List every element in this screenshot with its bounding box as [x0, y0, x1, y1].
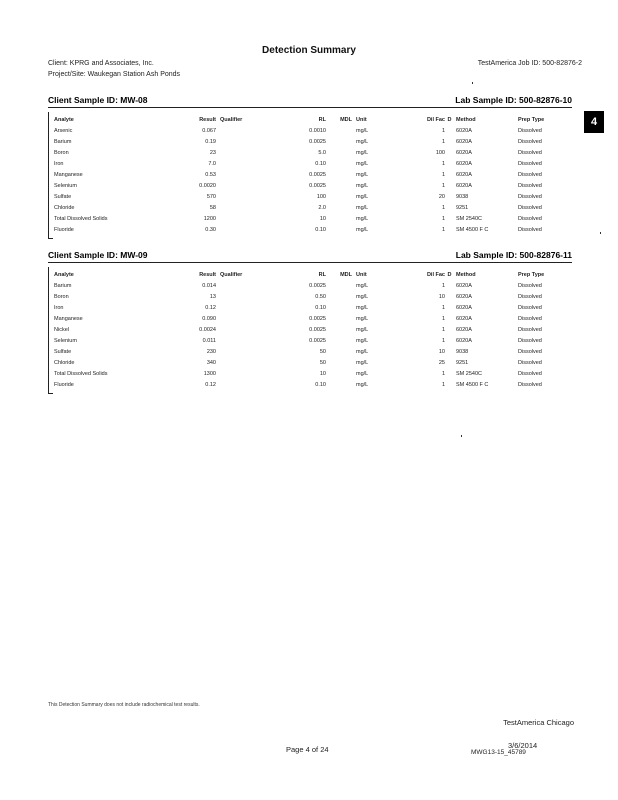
table-cell: mg/L [356, 193, 369, 200]
client-sample-id-2: Client Sample ID: MW-09 [48, 250, 148, 260]
table-cell [445, 346, 454, 357]
table-cell: 340 [206, 359, 216, 366]
column-header: Prep Type [518, 116, 545, 123]
client-name: Client: KPRG and Associates, Inc. [48, 60, 154, 67]
table-cell: 0.12 [205, 304, 216, 311]
column-header: Qualifier [220, 271, 243, 278]
table-cell: SM 2540C [456, 370, 482, 377]
column-header: Method [456, 116, 476, 123]
table-cell [445, 202, 454, 213]
table-cell: 50 [319, 348, 326, 355]
table-cell: 1 [441, 326, 445, 333]
table-cell [216, 202, 266, 213]
table-cell: Dissolved [518, 127, 542, 134]
column-header: Result [199, 271, 216, 278]
table-cell: Nickel [54, 326, 69, 333]
table-cell: Dissolved [518, 160, 542, 167]
table-cell: mg/L [356, 381, 369, 388]
table-cell: Dissolved [518, 182, 542, 189]
table-cell: Dissolved [518, 171, 542, 178]
column-header: Qualifier [220, 116, 243, 123]
table-bracket-1 [48, 112, 53, 239]
table-cell: 0.10 [315, 304, 326, 311]
table-cell [216, 324, 266, 335]
column-header: RL [318, 271, 326, 278]
column-header: Unit [356, 271, 367, 278]
table-cell [445, 224, 454, 235]
table-cell [445, 169, 454, 180]
table-cell [216, 213, 266, 224]
table-cell: Dissolved [518, 315, 542, 322]
table-cell [326, 379, 352, 390]
table-cell [445, 324, 454, 335]
results-table-mw-08 [54, 114, 570, 235]
table-cell: 9038 [456, 348, 469, 355]
table-row [54, 158, 570, 169]
table-cell: Dissolved [518, 326, 542, 333]
table-cell: Dissolved [518, 149, 542, 156]
table-row [54, 313, 570, 324]
table-cell [445, 335, 454, 346]
table-cell: 25 [438, 359, 445, 366]
results-table-mw-09 [54, 269, 570, 390]
table-cell: 23 [209, 149, 216, 156]
column-header: Result [199, 116, 216, 123]
scan-speck [461, 435, 462, 437]
table-cell: 1 [441, 370, 445, 377]
table-cell [326, 147, 352, 158]
table-cell: mg/L [356, 127, 369, 134]
table-cell: 6020A [456, 182, 472, 189]
table-cell: Dissolved [518, 304, 542, 311]
table-row [54, 169, 570, 180]
table-cell [216, 158, 266, 169]
column-header: Unit [356, 116, 367, 123]
table-cell: SM 4500 F C [456, 381, 489, 388]
table-cell [326, 335, 352, 346]
table-cell [445, 313, 454, 324]
table-cell: 6020A [456, 326, 472, 333]
table-cell: Arsenic [54, 127, 73, 134]
table-cell: 1 [441, 171, 445, 178]
table-cell: Dissolved [518, 215, 542, 222]
table-cell [216, 180, 266, 191]
table-cell: Sulfate [54, 348, 72, 355]
table-cell: mg/L [356, 304, 369, 311]
table-cell: 9038 [456, 193, 469, 200]
table-cell: 230 [206, 348, 216, 355]
table-cell: 6020A [456, 282, 472, 289]
table-cell [326, 125, 352, 136]
lab-sample-id-2: Lab Sample ID: 500-82876-11 [455, 250, 572, 260]
table-cell [445, 280, 454, 291]
table-cell: Dissolved [518, 226, 542, 233]
table-cell: 1 [441, 182, 445, 189]
table-row [54, 125, 570, 136]
table-cell [216, 379, 266, 390]
table-cell: 0.10 [315, 381, 326, 388]
table-cell: 0.53 [205, 171, 216, 178]
table-cell [326, 136, 352, 147]
table-cell: mg/L [356, 315, 369, 322]
table-cell: Chloride [54, 204, 75, 211]
table-row [54, 302, 570, 313]
table-cell: mg/L [356, 293, 369, 300]
table-cell: 50 [319, 359, 326, 366]
table-cell [445, 180, 454, 191]
table-row [54, 224, 570, 235]
table-cell [326, 368, 352, 379]
scan-speck [600, 232, 601, 234]
table-cell: Dissolved [518, 381, 542, 388]
table-row [54, 136, 570, 147]
page-title: Detection Summary [262, 45, 356, 56]
job-id: TestAmerica Job ID: 500-82876-2 [477, 60, 582, 67]
section-rule-2 [48, 262, 572, 263]
table-cell [326, 291, 352, 302]
table-cell: SM 4500 F C [456, 226, 489, 233]
table-row [54, 357, 570, 368]
table-cell: 0.30 [205, 226, 216, 233]
table-cell: 10 [438, 293, 445, 300]
table-cell: 100 [316, 193, 326, 200]
table-cell: mg/L [356, 149, 369, 156]
table-cell [216, 291, 266, 302]
table-cell: 1 [441, 381, 445, 388]
table-cell [326, 180, 352, 191]
table-cell: Dissolved [518, 204, 542, 211]
table-cell [216, 224, 266, 235]
column-header: Dil Fac [426, 271, 445, 278]
table-cell: 1 [441, 315, 445, 322]
table-row [54, 280, 570, 291]
column-header: Prep Type [518, 271, 545, 278]
table-cell [216, 191, 266, 202]
table-cell: mg/L [356, 370, 369, 377]
table-cell: mg/L [356, 348, 369, 355]
table-cell: Dissolved [518, 282, 542, 289]
table-cell: Boron [54, 293, 69, 300]
table-cell: 0.0010 [309, 127, 326, 134]
table-cell: 9251 [456, 204, 469, 211]
table-cell: Dissolved [518, 138, 542, 145]
table-cell: 6020A [456, 127, 472, 134]
table-row [54, 147, 570, 158]
table-cell: Dissolved [518, 293, 542, 300]
table-cell [216, 368, 266, 379]
table-cell [326, 202, 352, 213]
table-cell: 1300 [203, 370, 216, 377]
table-cell [216, 125, 266, 136]
table-cell: Barium [54, 282, 72, 289]
table-cell: Manganese [54, 315, 83, 322]
table-row [54, 324, 570, 335]
table-cell [445, 147, 454, 158]
table-cell: 0.0025 [309, 326, 326, 333]
table-cell [445, 213, 454, 224]
table-cell: 0.0025 [309, 138, 326, 145]
table-cell: 0.0025 [309, 315, 326, 322]
column-header: Analyte [54, 271, 74, 278]
table-cell: 1 [441, 337, 445, 344]
table-cell: 20 [438, 193, 445, 200]
table-cell: Sulfate [54, 193, 72, 200]
table-cell: 570 [206, 193, 216, 200]
project-site: Project/Site: Waukegan Station Ash Ponds [48, 71, 181, 78]
table-cell: 0.10 [315, 160, 326, 167]
table-cell: 6020A [456, 315, 472, 322]
table-cell [445, 357, 454, 368]
column-header: Method [456, 271, 476, 278]
table-cell [445, 379, 454, 390]
table-cell: 9251 [456, 359, 469, 366]
table-cell [445, 368, 454, 379]
table-cell [326, 357, 352, 368]
table-cell: mg/L [356, 359, 369, 366]
table-cell: 0.090 [202, 315, 216, 322]
table-cell: 1 [441, 127, 445, 134]
table-cell: mg/L [356, 138, 369, 145]
table-cell: 10 [319, 215, 326, 222]
table-cell: 6020A [456, 337, 472, 344]
table-cell: 0.12 [205, 381, 216, 388]
table-cell: Dissolved [518, 359, 542, 366]
table-cell [445, 291, 454, 302]
table-cell: 1 [441, 215, 445, 222]
table-cell: mg/L [356, 160, 369, 167]
table-cell: Total Dissolved Solids [54, 215, 108, 222]
table-cell [326, 313, 352, 324]
table-cell [326, 158, 352, 169]
column-header: Dil Fac [426, 116, 445, 123]
table-cell: 58 [209, 204, 216, 211]
table-cell [216, 302, 266, 313]
table-cell: mg/L [356, 204, 369, 211]
table-cell [216, 346, 266, 357]
table-row [54, 368, 570, 379]
table-cell: 1 [441, 282, 445, 289]
section-tab-badge: 4 [584, 111, 604, 133]
table-row [54, 213, 570, 224]
table-cell [326, 324, 352, 335]
column-header: RL [318, 116, 326, 123]
table-cell: Iron [54, 160, 64, 167]
table-row [54, 191, 570, 202]
table-cell: Dissolved [518, 370, 542, 377]
table-cell: 6020A [456, 293, 472, 300]
table-cell [326, 302, 352, 313]
table-cell [326, 169, 352, 180]
bates-stamp: MWG13-15_45789 [471, 749, 526, 756]
table-bracket-2 [48, 267, 53, 394]
scan-speck [472, 82, 473, 84]
table-cell: 10 [438, 348, 445, 355]
table-cell: 100 [435, 149, 445, 156]
table-cell: Dissolved [518, 193, 542, 200]
report-date: 3/6/2014 [508, 741, 538, 750]
table-cell: Chloride [54, 359, 75, 366]
table-cell: Manganese [54, 171, 83, 178]
table-cell [216, 169, 266, 180]
table-cell [326, 213, 352, 224]
table-cell: 6020A [456, 160, 472, 167]
table-cell: 1200 [203, 215, 216, 222]
table-cell: 0.10 [315, 226, 326, 233]
table-cell [216, 335, 266, 346]
table-cell: 6020A [456, 304, 472, 311]
table-cell [216, 357, 266, 368]
table-row [54, 346, 570, 357]
table-cell [326, 346, 352, 357]
table-cell: Total Dissolved Solids [54, 370, 108, 377]
table-cell: 0.067 [202, 127, 216, 134]
table-cell: SM 2540C [456, 215, 482, 222]
table-cell [326, 224, 352, 235]
table-cell [216, 147, 266, 158]
table-cell: 0.0025 [309, 337, 326, 344]
table-cell: 0.0025 [309, 171, 326, 178]
table-cell: 0.0025 [309, 182, 326, 189]
table-cell [445, 191, 454, 202]
client-sample-id-1: Client Sample ID: MW-08 [48, 95, 148, 105]
table-cell: 1 [441, 204, 445, 211]
table-cell: 5.0 [318, 149, 326, 156]
column-header: MDL [340, 116, 352, 123]
table-cell: mg/L [356, 215, 369, 222]
table-cell: 6020A [456, 171, 472, 178]
footer-company: TestAmerica Chicago [503, 718, 574, 727]
table-cell: mg/L [356, 326, 369, 333]
table-cell: 2.0 [318, 204, 326, 211]
table-header-row [54, 114, 570, 125]
table-header-row [54, 269, 570, 280]
footnote: This Detection Summary does not include radiochemical test results. [48, 702, 200, 708]
table-cell: 13 [209, 293, 216, 300]
table-cell: 0.50 [315, 293, 326, 300]
table-row [54, 335, 570, 346]
table-cell: 1 [441, 138, 445, 145]
column-header: MDL [340, 271, 352, 278]
table-cell [326, 191, 352, 202]
table-cell: mg/L [356, 182, 369, 189]
table-cell: Dissolved [518, 348, 542, 355]
column-header: D [447, 116, 452, 123]
table-cell: 1 [441, 226, 445, 233]
table-cell: 6020A [456, 138, 472, 145]
table-row [54, 180, 570, 191]
table-cell: Boron [54, 149, 69, 156]
table-cell: mg/L [356, 282, 369, 289]
table-cell [445, 302, 454, 313]
table-cell: 7.0 [208, 160, 216, 167]
table-cell: 6020A [456, 149, 472, 156]
table-cell: 0.014 [202, 282, 216, 289]
table-cell: 1 [441, 304, 445, 311]
table-row [54, 379, 570, 390]
table-cell: mg/L [356, 226, 369, 233]
table-cell [445, 125, 454, 136]
table-cell: Dissolved [518, 337, 542, 344]
table-cell: 0.011 [202, 337, 216, 344]
section-rule-1 [48, 107, 572, 108]
column-header: D [447, 271, 452, 278]
table-cell: Fluoride [54, 381, 74, 388]
table-cell: 10 [319, 370, 326, 377]
lab-sample-id-1: Lab Sample ID: 500-82876-10 [455, 95, 572, 105]
table-cell: Iron [54, 304, 64, 311]
table-cell: 0.0020 [199, 182, 216, 189]
table-cell [216, 280, 266, 291]
column-header: Analyte [54, 116, 74, 123]
table-row [54, 291, 570, 302]
table-cell [216, 136, 266, 147]
table-cell: 0.0024 [199, 326, 216, 333]
table-cell: mg/L [356, 337, 369, 344]
table-cell: mg/L [356, 171, 369, 178]
table-cell [216, 313, 266, 324]
table-cell: Selenium [54, 182, 77, 189]
table-cell [326, 280, 352, 291]
table-cell: 0.19 [205, 138, 216, 145]
table-cell [445, 158, 454, 169]
table-cell: 1 [441, 160, 445, 167]
table-cell: Fluoride [54, 226, 74, 233]
table-cell: Selenium [54, 337, 77, 344]
page-number: Page 4 of 24 [286, 745, 329, 754]
table-cell: 0.0025 [309, 282, 326, 289]
table-cell [445, 136, 454, 147]
table-cell: Barium [54, 138, 72, 145]
table-row [54, 202, 570, 213]
